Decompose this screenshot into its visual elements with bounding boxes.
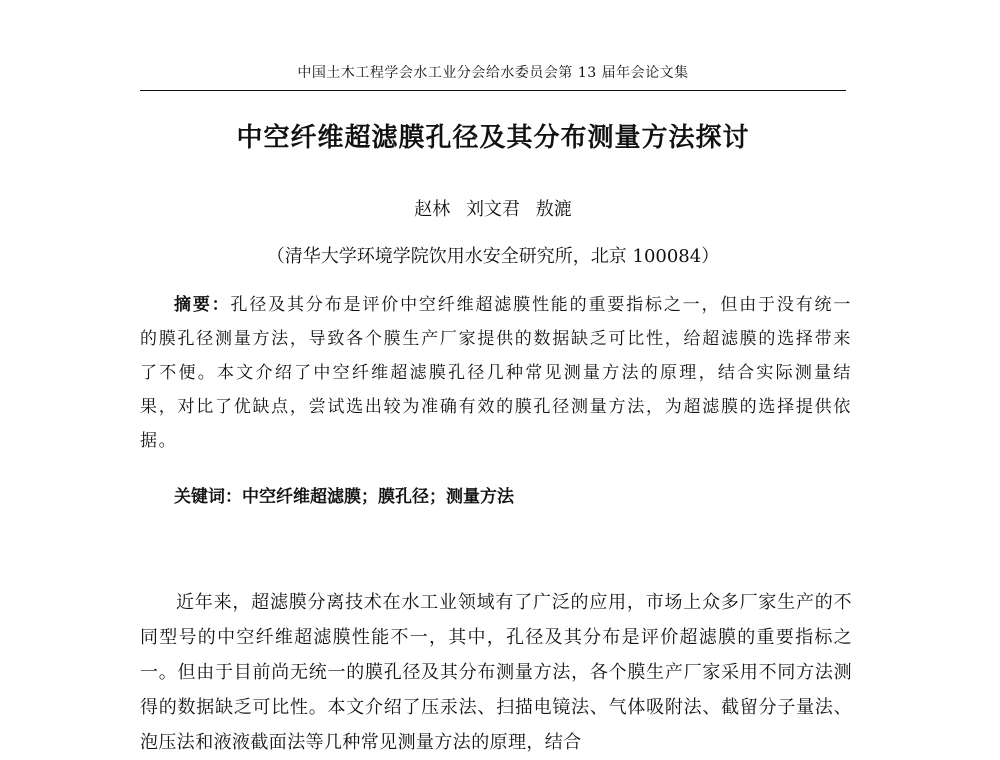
keywords: 关键词：中空纤维超滤膜；膜孔径；测量方法 <box>174 487 514 507</box>
abstract-label: 摘要： <box>174 295 231 315</box>
paper-title: 中空纤维超滤膜孔径及其分布测量方法探讨 <box>236 123 750 153</box>
abstract-text: 孔径及其分布是评价中空纤维超滤膜性能的重要指标之一，但由于没有统一的膜孔径测量方法，导致各个膜生产厂家提供的数据缺乏可比性，给超滤膜的选择带来了不便。本文介绍了中空纤维超滤膜孔径几种常见测量方法的原理，结合实际测量结果，对比了优缺点，尝试选出较为准确有效的膜孔径测量方法，为超滤膜的选择提供依据。 <box>140 295 852 451</box>
author-list: 赵林 刘文君 敖漉 <box>414 199 572 220</box>
abstract <box>140 288 852 458</box>
author-affiliation: （清华大学环境学院饮用水安全研究所，北京 100084） <box>266 246 720 267</box>
header-rule <box>140 90 846 91</box>
body-paragraph: 近年来，超滤膜分离技术在水工业领域有了广泛的应用，市场上众多厂家生产的不同型号的中空纤维超滤膜性能不一，其中，孔径及其分布是评价超滤膜的重要指标之一。但由于目前尚无统一的膜孔径及其分布测量方法，各个膜生产厂家采用不同方法测得的数据缺乏可比性。本文介绍了压汞法、扫描电镜法、气体吸附法、截留分子量法、泡压法和液液截面法等几种常见测量方法的原理，结合 <box>140 592 852 753</box>
running-header: 中国土木工程学会水工业分会给水委员会第 13 届年会论文集 <box>297 65 689 81</box>
